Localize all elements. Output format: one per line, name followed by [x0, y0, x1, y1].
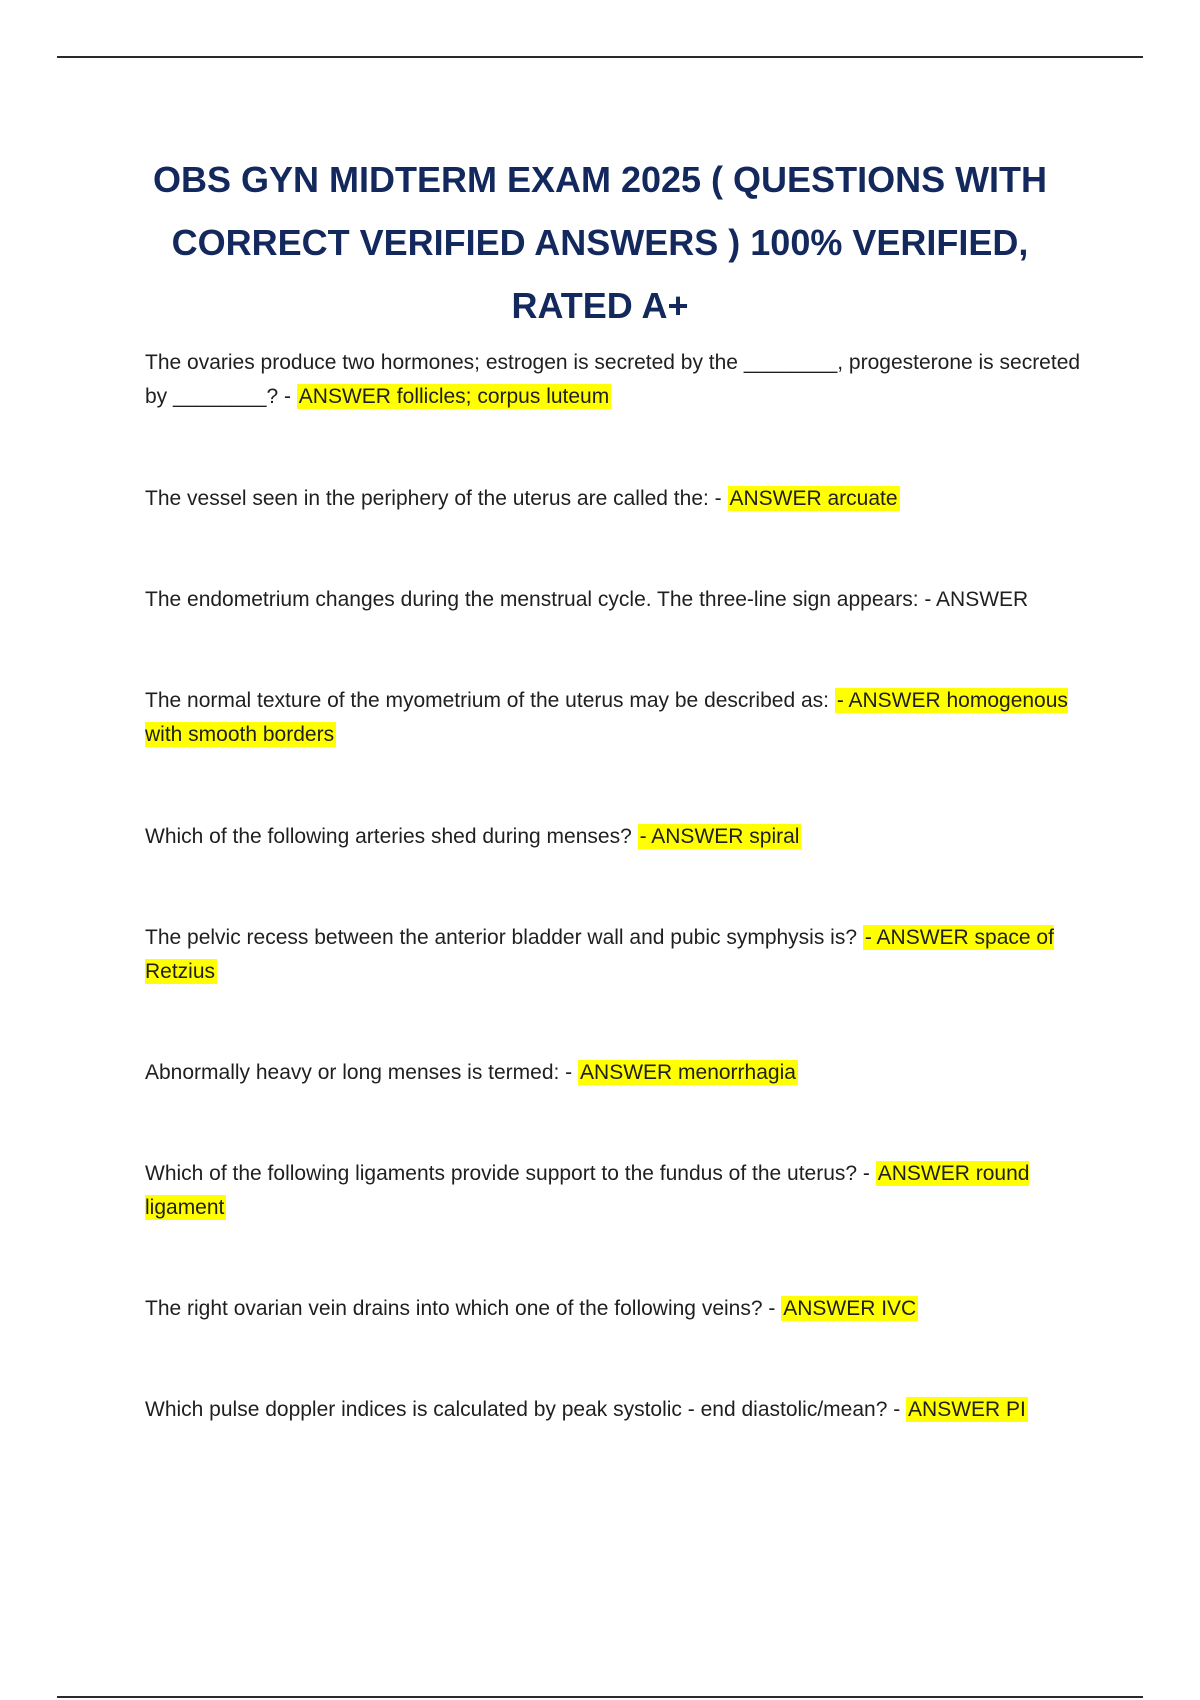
answer-highlight: - ANSWER spiral: [639, 825, 800, 848]
answer-highlight: ANSWER round ligament: [145, 1162, 1030, 1219]
qa-item-8: [145, 1157, 1105, 1225]
answer-highlight: - ANSWER homogenous with smooth borders: [145, 689, 1068, 746]
answer-highlight: ANSWER IVC: [783, 1297, 917, 1320]
question-text: The pelvic recess between the anterior bladder wall and pubic symphysis is?: [145, 926, 863, 949]
question-text: Abnormally heavy or long menses is termed: -: [145, 1061, 579, 1084]
qa-item-1: [145, 346, 1105, 414]
qa-item-2: [145, 482, 1105, 516]
qa-item-6: [145, 921, 1105, 989]
question-text: Which of the following ligaments provide support to the fundus of the uterus? -: [145, 1162, 876, 1185]
qa-item-10: [145, 1393, 1105, 1427]
qa-item-3: [145, 583, 1105, 617]
question-text: The ovaries produce two hormones; estrogen is secreted by the ________, progesterone is secreted by ________? -: [145, 351, 1081, 408]
answer-highlight: - ANSWER space of Retzius: [145, 926, 1054, 983]
qa-item-9: [145, 1292, 1105, 1326]
document-title: OBS GYN MIDTERM EXAM 2025 ( QUESTIONS WITH CORRECT VERIFIED ANSWERS ) 100% VERIFIED, RATED A+: [152, 159, 1048, 326]
question-text: Which pulse doppler indices is calculated by peak systolic - end diastolic/mean? -: [145, 1398, 907, 1421]
question-text: The right ovarian vein drains into which one of the following veins? -: [145, 1297, 782, 1320]
answer-highlight: ANSWER arcuate: [729, 487, 898, 510]
question-text: The vessel seen in the periphery of the uterus are called the: -: [145, 487, 728, 510]
bottom-rule: [57, 1696, 1143, 1698]
answer-highlight: ANSWER menorrhagia: [580, 1061, 796, 1084]
answer-highlight: ANSWER PI: [908, 1398, 1026, 1421]
question-text: Which of the following arteries shed during menses?: [145, 825, 638, 848]
question-text: The endometrium changes during the menstrual cycle. The three-line sign appears: - ANSWER: [145, 588, 1029, 611]
answer-highlight: ANSWER follicles; corpus luteum: [298, 385, 610, 408]
top-rule: [57, 56, 1143, 58]
qa-item-5: [145, 820, 1105, 854]
qa-item-4: [145, 684, 1105, 752]
question-text: The normal texture of the myometrium of the uterus may be described as:: [145, 689, 835, 712]
qa-item-7: [145, 1056, 1105, 1090]
